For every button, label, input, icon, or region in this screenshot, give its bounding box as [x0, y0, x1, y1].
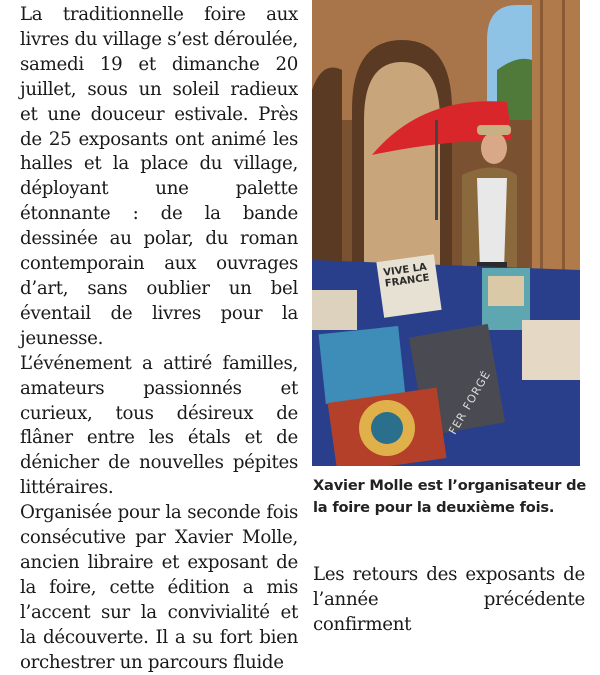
article-left-column: [20, 3, 298, 675]
book-cover-vive-la-france: VIVE LA FRANCE: [382, 261, 431, 290]
photo-caption: Xavier Molle est l’organisateur de la foire pour la deuxième fois.: [313, 477, 587, 516]
article-photo: [312, 0, 580, 466]
article-paragraph-1: La traditionnelle foire aux livres du village s’est déroulée, samedi 19 et dimanche 20 juillet, sous un soleil radieux et une douceur estivale. Près de 25 exposants ont animé les halles et la place du village, déployant une palette étonnante : de la bande dessinée au polar, du roman contemporain aux ouvrages d’art, sans oublier un bel éventail de livres pour la jeunesse.: [20, 4, 298, 349]
book-cover-fer-forge: FER FORGÉ: [446, 368, 494, 437]
article-paragraph-2: L’événement a attiré familles, amateurs passionnés et curieux, tous désireux de flâner entre les étals et de dénicher de nouvelles pépites littéraires.: [20, 352, 298, 499]
article-right-column: [313, 563, 585, 638]
article-paragraph-3: Organisée pour la seconde fois consécutive par Xavier Molle, ancien libraire et exposant de la foire, cette édition a mis l’accent sur la convivialité et la découverte. Il a su fort bien orchestrer un parcours fluide: [20, 502, 298, 673]
article-paragraph-right: Les retours des exposants de l’année précédente confirment: [313, 564, 585, 635]
